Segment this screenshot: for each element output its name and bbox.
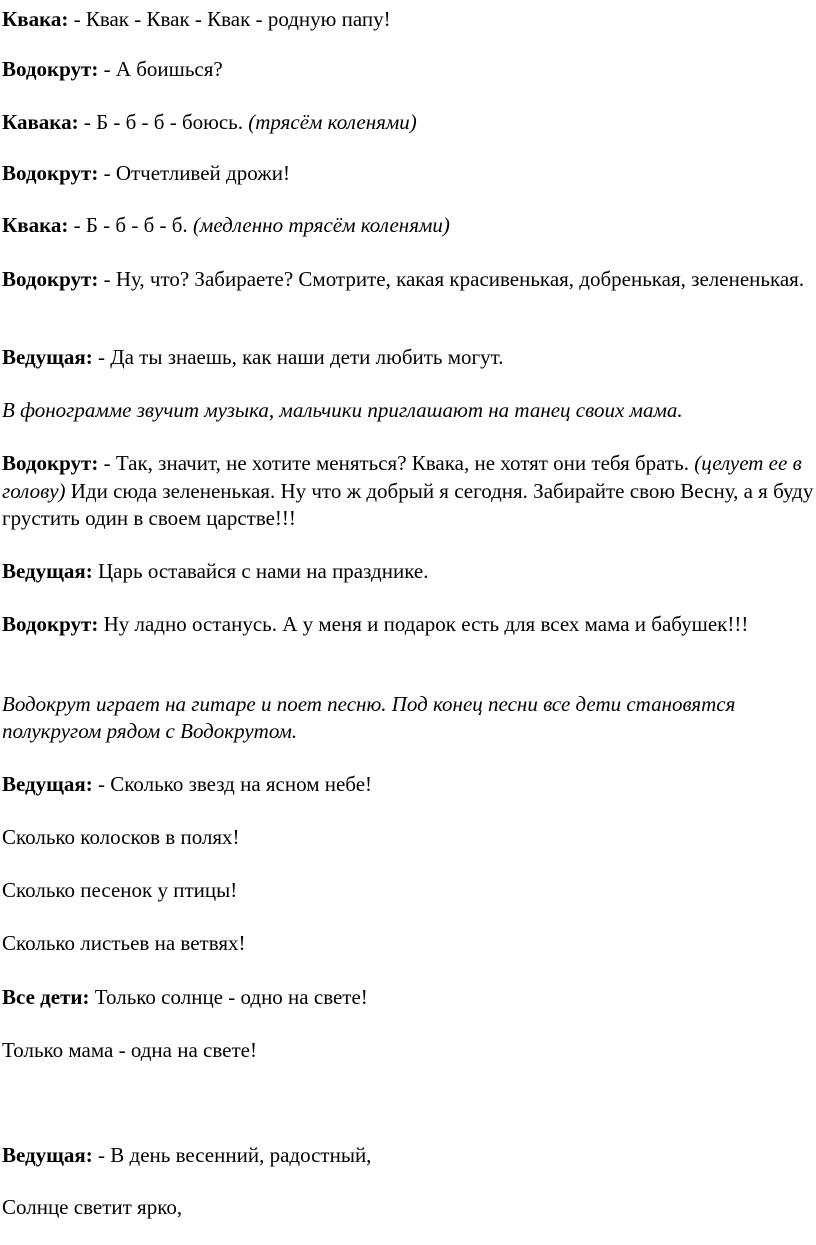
line-text: - В день весенний, радостный, xyxy=(92,1143,372,1167)
line-all-children xyxy=(2,984,368,1011)
speaker-label: Все дети: xyxy=(2,985,90,1009)
line-vodokrut-3 xyxy=(2,266,814,293)
line-text: - Б - б - б - боюсь. xyxy=(78,110,249,134)
speaker-label: Водокрут: xyxy=(2,57,99,81)
stage-direction-dance: В фонограмме звучит музыка, мальчики приглашают на танец своих мама. xyxy=(2,398,683,422)
speaker-label: Ведущая: xyxy=(2,559,93,583)
line-text: - Квак - Квак - Квак - родную папу! xyxy=(68,7,391,31)
stage-direction: (трясём коленями) xyxy=(248,110,417,134)
line-vodokrut-2 xyxy=(2,160,290,187)
line-text: - Так, значит, не хотите меняться? Квака, не хотят они тебя брать. xyxy=(98,451,695,475)
line-text: - Отчетливей дрожи! xyxy=(98,161,290,185)
speaker-label: Водокрут: xyxy=(2,161,99,185)
line-text: Царь оставайся с нами на празднике. xyxy=(92,559,429,583)
line-text: Ну ладно останусь. А у меня и подарок есть для всех мама и бабушек!!! xyxy=(98,612,749,636)
line-kvaka-1 xyxy=(2,6,391,33)
line-vedushchaya-3 xyxy=(2,771,372,798)
line-text-continued: Иди сюда зелененькая. Ну что ж добрый я сегодня. Забирайте свою Весну, а я буду грустить один в своем царстве!!! xyxy=(2,478,814,530)
speaker-label: Водокрут: xyxy=(2,612,99,636)
speaker-label: Ведущая: xyxy=(2,345,93,369)
speaker-label: Ведущая: xyxy=(2,772,93,796)
line-kavaka xyxy=(2,109,417,136)
line-vedushchaya-1 xyxy=(2,344,504,371)
line-text: - Ну, что? Забираете? Смотрите, какая красивенькая, добренькая, зелененькая. xyxy=(98,267,805,291)
speaker-label: Водокрут: xyxy=(2,267,99,291)
line-vodokrut-4 xyxy=(2,450,814,533)
speaker-label: Ведущая: xyxy=(2,1143,93,1167)
stage-direction: (медленно трясём коленями) xyxy=(192,213,450,237)
line-vedushchaya-2 xyxy=(2,558,428,585)
line-vodokrut-5 xyxy=(2,611,814,638)
stage-direction-song: Водокрут играет на гитаре и поет песню. Под конец песни все дети становятся полукругом рядом с Водокрутом. xyxy=(2,692,736,743)
line-vedushchaya-4 xyxy=(2,1142,371,1169)
verse-line: Сколько листьев на ветвях! xyxy=(2,931,246,955)
line-text: - Да ты знаешь, как наши дети любить могут. xyxy=(92,345,504,369)
verse-line: Солнце светит ярко, xyxy=(2,1195,183,1219)
verse-line: Только мама - одна на свете! xyxy=(2,1038,257,1062)
line-text: - А боишься? xyxy=(98,57,223,81)
line-text: - Б - б - б - б. xyxy=(68,213,193,237)
speaker-label: Квака: xyxy=(2,213,69,237)
line-vodokrut-1 xyxy=(2,56,223,83)
line-text: Только солнце - одно на свете! xyxy=(89,985,368,1009)
verse-line: Сколько колосков в полях! xyxy=(2,825,240,849)
stage-direction: (целует ее в голову) xyxy=(2,451,802,503)
speaker-label: Кавака: xyxy=(2,110,79,134)
speaker-label: Квака: xyxy=(2,7,69,31)
line-text: - Сколько звезд на ясном небе! xyxy=(92,772,373,796)
verse-line: Сколько песенок у птицы! xyxy=(2,878,238,902)
speaker-label: Водокрут: xyxy=(2,451,99,475)
line-kvaka-2 xyxy=(2,212,450,239)
